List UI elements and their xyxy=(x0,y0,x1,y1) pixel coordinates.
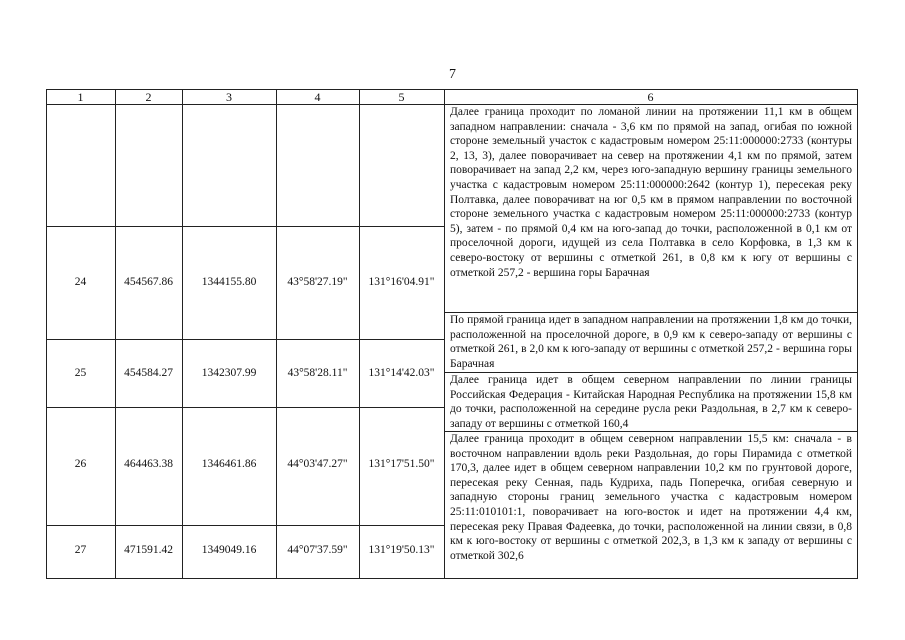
column-header: 1 xyxy=(77,90,84,104)
boundary-description: Далее граница проходит по ломаной линии на протяжении 11,1 км в общем западном направлении: сначала - 3,6 км по прямой на запад, огибая по южной стороне земельный участок с кадастровым номером 25:11:000000:2733 (контуры 2, 13, 3), далее поворачивает на север на протяжении 4,1 км по прямой, затем поворачивает на запад 2,2 км, через юго-западную вершину границы земельного участка с кадастровым номером 25:11:000000:2642 (контур 1), пересекая реку Полтавка, далее поворачиват на юг 0,5 км в прямом направлении по восточной стороне земельного участка с кадастровым номером 25:11:000000:2733 (контур 5), затем - по прямой 0,4 км на юго-запад до точки, расположенной в 0,1 км от проселочной дороги, идущей из села Полтавка в село Корфовка, в 1,3 км к северо-востоку от вершины с отметкой 261, в 0,8 км к югу от вершины с отметкой 257,2 - вершина горы Барачная xyxy=(450,106,852,279)
column-header: 5 xyxy=(398,90,405,104)
column-rule xyxy=(359,89,360,579)
column-rule xyxy=(444,89,445,579)
column-rule xyxy=(182,89,183,579)
row-divider-left xyxy=(46,226,444,227)
point-number: 25 xyxy=(74,367,87,379)
boundary-description: По прямой граница идет в западном направлении на протяжении 1,8 км до точки, расположенной на проселочной дороге, в 0,9 км к северо-западу от вершины с отметкой 261, в 2,0 км к юго-западу от вершины с отметкой 257,2 - вершина горы Барачная xyxy=(450,314,852,370)
y-coordinate: 1346461.86 xyxy=(201,458,257,470)
longitude: 131°19'50.13" xyxy=(368,544,435,556)
column-rule xyxy=(276,89,277,579)
row-divider-left xyxy=(46,339,444,340)
y-coordinate: 1344155.80 xyxy=(201,276,257,288)
y-coordinate: 1342307.99 xyxy=(201,367,257,379)
x-coordinate: 454567.86 xyxy=(124,276,173,288)
x-coordinate: 454584.27 xyxy=(124,367,173,379)
column-rule xyxy=(857,89,858,579)
longitude: 131°17'51.50" xyxy=(368,458,435,470)
y-coordinate: 1349049.16 xyxy=(201,544,257,556)
table-border-bottom xyxy=(46,578,858,579)
point-number: 27 xyxy=(74,544,87,556)
x-coordinate: 464463.38 xyxy=(124,458,173,470)
boundary-description: Далее граница проходит в общем северном направлении 15,5 км: сначала - в восточном направлении вдоль реки Раздольная, до горы Пирамида с отметкой 170,3, далее идет в общем северном направлении 10,2 км по грунтовой дороге, пересекая реку Сенная, падь Кудриха, падь Поперечка, огибая северную и западную стороны границ земельного участка с кадастровым номером 25:11:010101:1, поворачивает на юго-восток и идет на протяжении 4,4 км, пересекая реку Правая Фадеевка, до точки, расположенной на линии связи, в 0,8 км к юго-востоку от вершины с отметкой 202,3, в 1,3 км к западу от вершины с отметкой 302,6 xyxy=(450,433,852,562)
longitude: 131°16'04.91" xyxy=(368,276,435,288)
page-number: 7 xyxy=(449,67,456,82)
x-coordinate: 471591.42 xyxy=(124,544,173,556)
column-rule xyxy=(115,89,116,579)
point-number: 24 xyxy=(74,276,87,288)
column-header: 2 xyxy=(145,90,152,104)
point-number: 26 xyxy=(74,458,87,470)
latitude: 43°58'28.11" xyxy=(287,367,348,379)
latitude: 44°07'37.59" xyxy=(287,544,348,556)
column-header: 3 xyxy=(226,90,232,104)
latitude: 44°03'47.27" xyxy=(287,458,348,470)
latitude: 43°58'27.19" xyxy=(287,276,348,288)
boundary-description: Далее граница идет в общем северном направлении по линии границы Российская Федерация - Китайская Народная Республика на протяжении 15,8 км до точки, расположенной на середине русла реки Раздольная, в 2,7 км к северо-западу от вершины с отметкой 160,4 xyxy=(450,374,852,430)
row-divider-left xyxy=(46,525,444,526)
column-header: 4 xyxy=(314,90,321,104)
row-divider-left xyxy=(46,407,444,408)
longitude: 131°14'42.03" xyxy=(368,367,435,379)
column-rule xyxy=(46,89,47,579)
column-header: 6 xyxy=(647,90,654,104)
